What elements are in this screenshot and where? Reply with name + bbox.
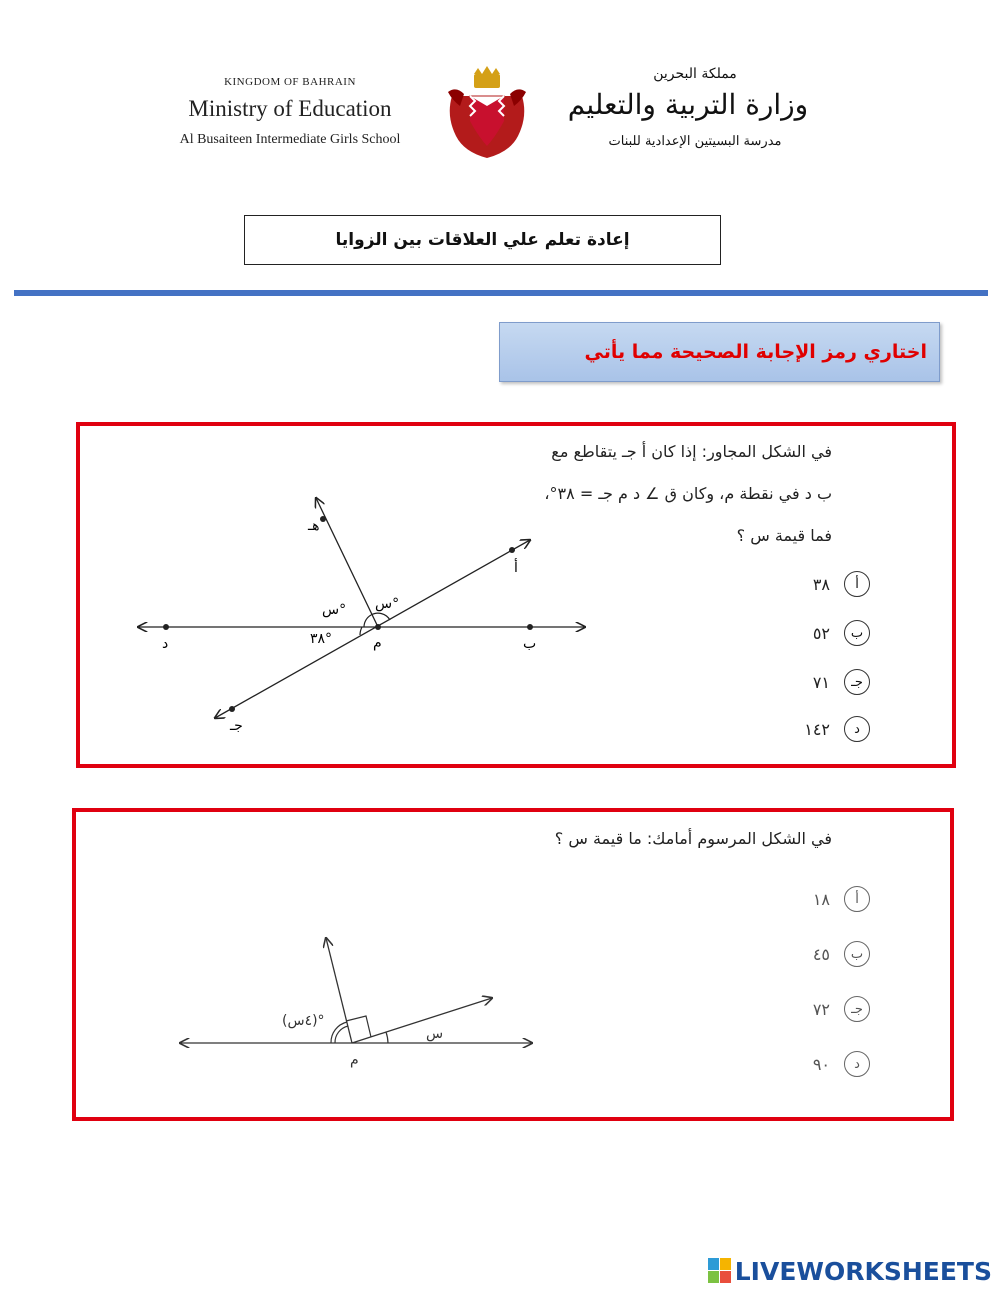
q1-option-b-letter[interactable]: ب	[844, 620, 870, 646]
q1-label-d: د	[162, 636, 169, 652]
ar-school-label: مدرسة البسيتين الإعدادية للبنات	[608, 134, 782, 149]
q1-angle-x1: س°	[322, 602, 347, 618]
instruction-text: اختاري رمز الإجابة الصحيحة مما يأتي	[584, 341, 927, 363]
q2-ray-up	[326, 938, 352, 1043]
q2-option-a-value: ١٨	[812, 889, 830, 909]
q2-option-a-letter[interactable]: أ	[844, 886, 870, 912]
q1-option-a-value: ٣٨	[812, 574, 830, 594]
q1-line-aj	[215, 540, 530, 718]
q2-option-b-letter[interactable]: ب	[844, 941, 870, 967]
q2-question: في الشكل المرسوم أمامك: ما قيمة س ؟	[554, 829, 832, 848]
q1-option-d[interactable]	[790, 716, 870, 742]
q2-option-b[interactable]	[790, 941, 870, 967]
q2-option-c-value: ٧٢	[812, 999, 830, 1019]
q1-option-c[interactable]	[790, 669, 870, 695]
q2-figure	[170, 928, 540, 1078]
school-label: Al Busaiteen Intermediate Girls School	[179, 132, 401, 147]
liveworksheets-brand: LIVEWORKSHEETS	[734, 1256, 992, 1286]
liveworksheets-logo	[708, 1256, 992, 1286]
ar-ministry-label: وزارة التربية والتعليم	[567, 88, 809, 121]
instruction-box	[499, 322, 940, 382]
q2-option-c[interactable]	[790, 996, 870, 1022]
q1-option-a-letter[interactable]: أ	[844, 571, 870, 597]
q1-option-c-value: ٧١	[812, 672, 830, 692]
q1-option-b[interactable]	[790, 620, 870, 646]
q1-figure	[130, 490, 600, 740]
q2-option-d-letter[interactable]: د	[844, 1051, 870, 1077]
kingdom-label: KINGDOM OF BAHRAIN	[224, 76, 356, 88]
q1-option-d-letter[interactable]: د	[844, 716, 870, 742]
q2-option-d[interactable]	[790, 1051, 870, 1077]
q2-angle-x: س	[426, 1026, 444, 1042]
bahrain-crest-icon	[444, 66, 530, 162]
q1-option-d-value: ١٤٢	[804, 719, 830, 739]
q1-angle-x2: س°	[375, 596, 400, 612]
divider-rule	[14, 290, 988, 296]
q1-line-3: فما قيمة س ؟	[736, 526, 832, 545]
q1-label-b: ب	[523, 636, 537, 652]
q2-option-b-value: ٤٥	[812, 944, 830, 964]
q1-label-h: هـ	[308, 518, 320, 534]
q2-option-a[interactable]	[790, 886, 870, 912]
q2-option-d-value: ٩٠	[812, 1054, 830, 1074]
q1-option-a[interactable]	[790, 571, 870, 597]
liveworksheets-grid-icon	[708, 1258, 732, 1284]
q1-line-2: ب د في نقطة م، وكان ق ∠ د م جـ = ٣٨°،	[544, 484, 832, 503]
q1-line-1: في الشكل المجاور: إذا كان أ جـ يتقاطع مع	[551, 442, 832, 461]
q2-ray-right	[352, 998, 492, 1043]
q1-label-j: جـ	[230, 718, 243, 734]
q2-angle-4x: (٤س)°	[282, 1013, 325, 1029]
q1-label-a: أ	[514, 560, 518, 576]
q1-option-b-value: ٥٢	[812, 623, 830, 643]
worksheet-title: إعادة تعلم علي العلاقات بين الزوايا	[244, 215, 721, 265]
q2-option-c-letter[interactable]: جـ	[844, 996, 870, 1022]
q1-label-m: م	[373, 635, 382, 651]
q1-option-c-letter[interactable]: جـ	[844, 669, 870, 695]
q2-label-m: م	[350, 1052, 359, 1068]
q1-angle-38: ٣٨°	[310, 631, 333, 647]
ar-kingdom-label: مملكة البحرين	[653, 66, 737, 82]
ministry-label: Ministry of Education	[188, 96, 392, 121]
